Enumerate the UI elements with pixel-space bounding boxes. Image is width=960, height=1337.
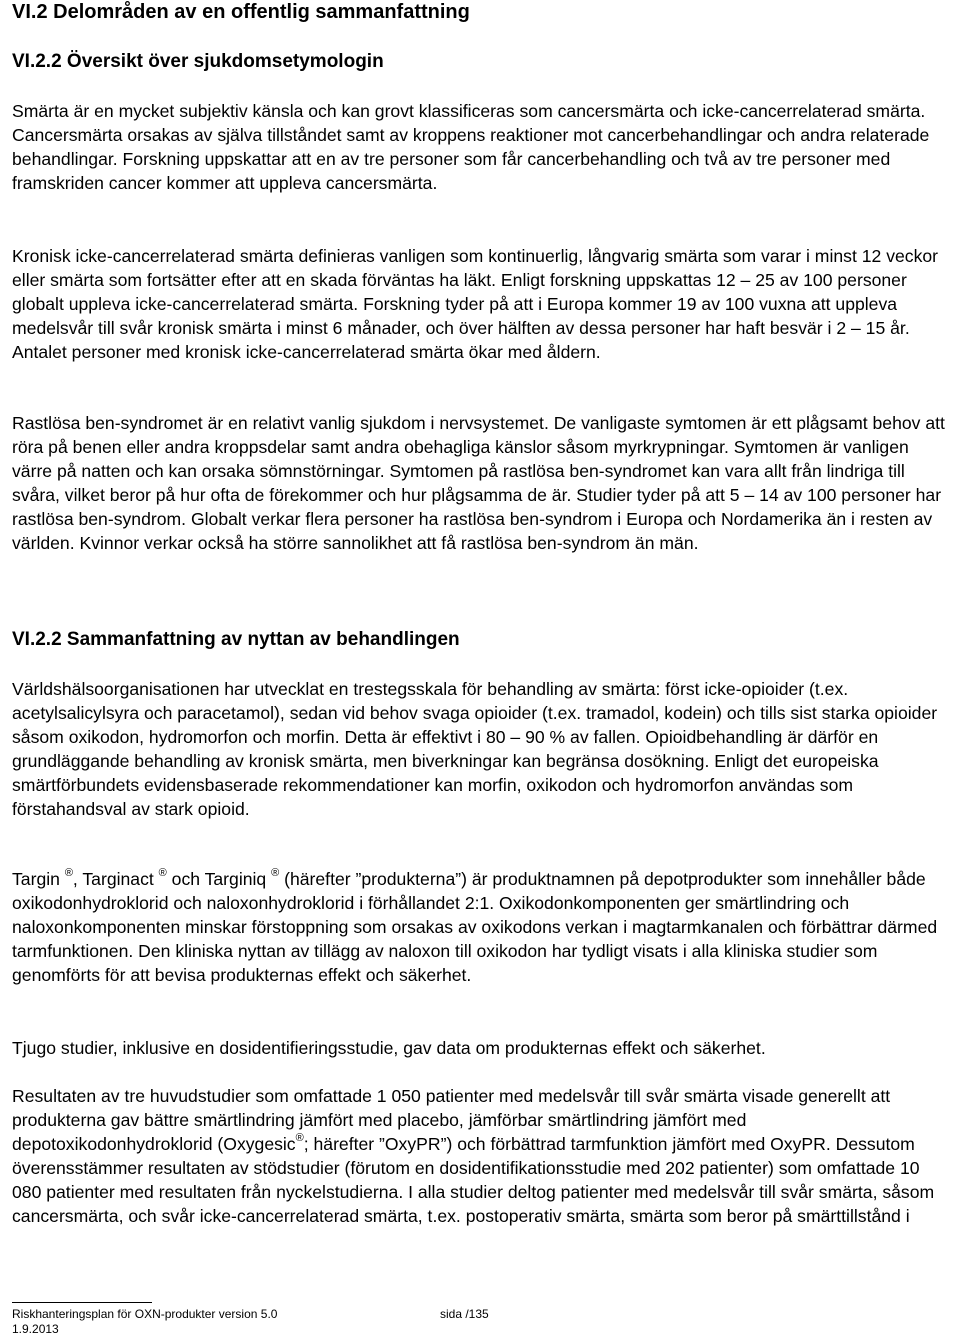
footer-divider [12,1302,152,1303]
paragraph-main-studies [12,1084,948,1228]
page-footer [12,1307,489,1337]
main-studies-text-start: Resultaten av tre huvudstudier som omfattade 1 050 patienter med medelsvår till svår smärta visade generellt att produkterna gav bättre smärtlindring jämfört med placebo, jämförbar smärtlindring jämfört med depotoxikodonhydroklorid (Oxygesic [12,1086,891,1154]
paragraph-chronic-pain: Kronisk icke-cancerrelaterad smärta definieras vanligen som kontinuerlig, långvarig smärta som varar i minst 12 veckor eller smärta som fortsätter efter att en skada förväntas ha läkt. Enligt forskning uppskattas 12 – 25 av 100 personer globalt uppleva icke-cancerrelaterad smärta. Forskning tyder på att i Europa kommer 19 av 100 vuxna att uppleva medelsvår till svår kronisk smärta i minst 6 månader, och över hälften av dessa personer har haft besvär i 2 – 15 år. Antalet personer med kronisk icke-cancerrelaterad smärta ökar med åldern. [12,246,939,362]
product-name-targin: Targin [12,869,60,889]
footer-date: 1.9.2013 [12,1322,59,1336]
product-name-targiniq: och Targiniq [166,869,267,889]
paragraph-cancer-pain: Smärta är en mycket subjektiv känsla och kan grovt klassificeras som cancersmärta och icke-cancerrelaterad smärta. Cancersmärta orsakas av själva tillståndet samt av kroppens reaktioner mot cancerbehandlingar och andra relaterade behandlingar. Forskning uppskattar att en av tre personer som får cancerbehandling och två av tre personer med framskriden cancer kommer att uppleva cancersmärta. [12,101,930,193]
products-description: (härefter ”produkterna”) är produktnamnen på depotprodukter som innehåller både oxikodonhydroklorid och naloxonhydroklorid i förhållandet 2:1. Oxikodonkomponenten ger smärtlindring och naloxonkomponenten minskar förstoppning som orsakas av oxikodons verkan i magtarmkanalen och förbättrar därmed tarmfunktionen. Den kliniska nyttan av tillägg av naloxon till oxikodon har tydligt visats i alla kliniska studier som genomförts för att bevisa produkternas effekt och säkerhet. [12,869,938,985]
product-name-targinact: , Targinact [72,869,154,889]
main-heading: VI.2 Delområden av en offentlig sammanfattning [12,1,470,23]
footer-document-title: Riskhanteringsplan för OXN-produkter version 5.0 [12,1307,278,1321]
main-studies-text-end: ; härefter ”OxyPR”) och förbättrad tarmfunktion jämfört med OxyPR. Dessutom överensstämmer resultaten av stödstudier (förutom en dosidentifikationsstudie med 202 patienter) som omfattade 10 080 patienter med resultaten från nyckelstudierna. I alla studier deltog patienter med medelsvår till svår smärta, såsom cancersmärta, och svår icke-cancerrelaterad smärta, t.ex. postoperativ smärta, smärta som beror på smärttillstånd i [12,1134,935,1226]
registered-mark: ® [158,867,167,879]
registered-mark: ® [64,867,73,879]
paragraph-restless-legs: Rastlösa ben-syndromet är en relativt vanlig sjukdom i nervsystemet. De vanligaste symtomen är ett plågsamt behov att röra på benen eller andra kroppsdelar samt andra obehagliga känslor såsom myrkrypningar. Symtomen är vanligen värre på natten och kan orsaka sömnstörningar. Symtomen på rastlösa ben-syndromet kan vara allt från lindriga till svåra, vilket beror på hur ofta de förekommer och hur plågsamma de är. Studier tyder på att 5 – 14 av 100 personer har rastlösa ben-syndrom. Globalt verkar flera personer ha rastlösa ben-syndrom i Europa och Nordamerika än i resten av världen. Kvinnor verkar också ha större sannolikhet att få rastlösa ben-syndrom än män. [12,413,945,553]
paragraph-who-pain-ladder: Världshälsoorganisationen har utvecklat en trestegsskala för behandling av smärta: först icke-opioider (t.ex. acetylsalicylsyra och paracetamol), sedan vid behov svaga opioider (t.ex. tramadol, kodein) och tills sist starka opioider såsom oxikodon, hydromorfon och morfin. Detta är effektivt i 80 – 90 % av fallen. Opioidbehandling är därför en grundläggande behandling av kronisk smärta, men biverkningar kan begränsa dosökning. Enligt det europeiska smärtförbundets evidensbaserade rekommendationer kan morfin, oxikodon och hydromorfon användas som förstahandsval av stark opioid. [12,679,938,819]
registered-mark: ® [271,867,280,879]
section-heading-disease-epidemiology: VI.2.2 Översikt över sjukdomsetymologin [12,51,384,72]
section-heading-treatment-benefit: VI.2.2 Sammanfattning av nyttan av behandlingen [12,629,460,650]
paragraph-products [12,867,948,987]
paragraph-twenty-studies: Tjugo studier, inklusive en dosidentifieringsstudie, gav data om produkternas effekt och säkerhet. [12,1038,766,1058]
registered-mark: ® [295,1132,304,1144]
footer-page-number: sida /135 [440,1307,489,1321]
